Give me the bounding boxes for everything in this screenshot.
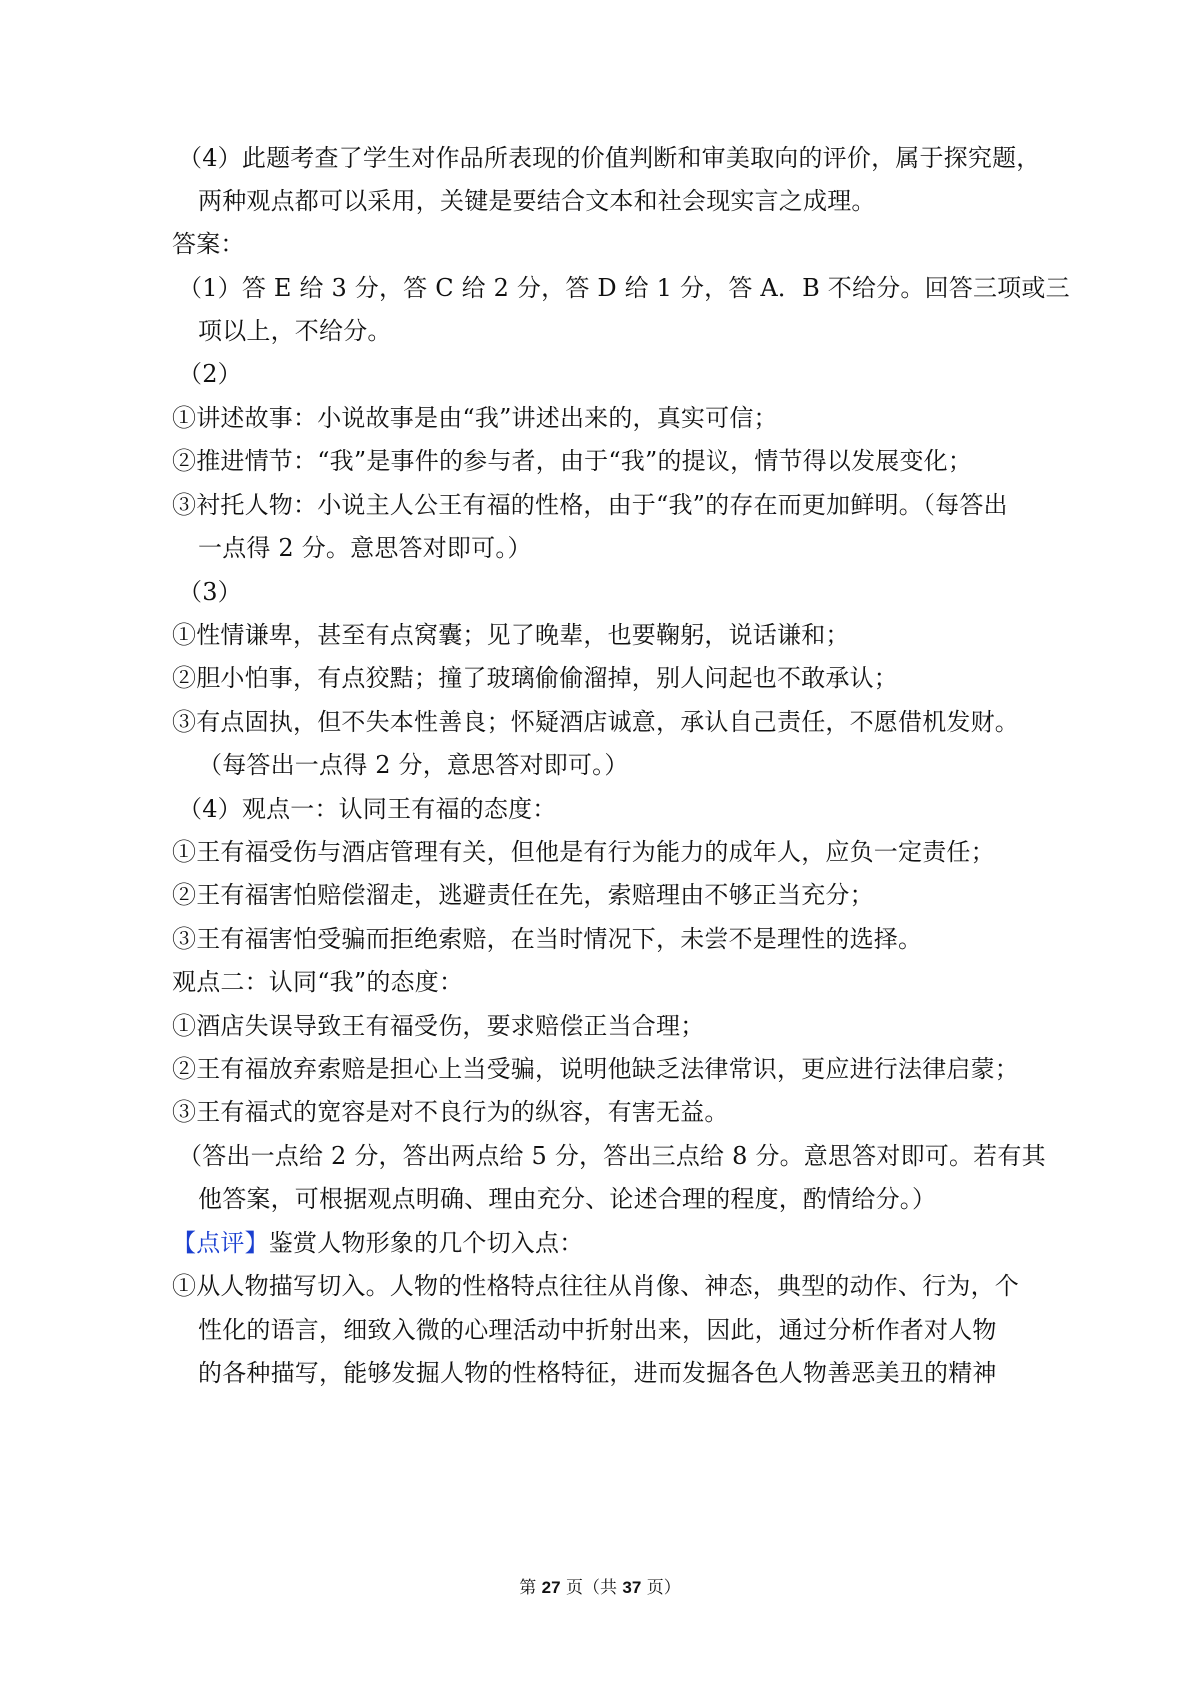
answer-4-note-line-1: （答出一点给 2 分，答出两点给 5 分，答出三点给 8 分。意思答对即可。若有其 (178, 1142, 1046, 1170)
answer-4-view-1-item-3: ③王有福害怕受骗而拒绝索赔，在当时情况下，未尝不是理性的选择。 (172, 925, 923, 953)
current-page-number: 27 (541, 1578, 561, 1597)
answer-4-view-1: （4）观点一：认同王有福的态度： (178, 795, 557, 823)
comment-item-1-line-3: 的各种描写，能够发掘人物的性格特征，进而发掘各色人物善恶美丑的精神 (198, 1359, 997, 1387)
footer-middle: 页（共 (566, 1578, 617, 1598)
footer-suffix: 页） (646, 1578, 681, 1598)
answer-3-heading: （3） (178, 578, 242, 606)
answer-4-view-2-item-2: ②王有福放弃索赔是担心上当受骗，说明他缺乏法律常识，更应进行法律启蒙； (172, 1055, 1019, 1083)
comment-text: 鉴赏人物形象的几个切入点： (268, 1229, 584, 1257)
total-pages-number: 37 (622, 1578, 642, 1597)
comment-paragraph (172, 1228, 583, 1258)
comment-item-1-line-1: ①从人物描写切入。人物的性格特点往往从肖像、神态，典型的动作、行为，个 (172, 1272, 1019, 1300)
q4-analysis-line-2: 两种观点都可以采用，关键是要结合文本和社会现实言之成理。 (198, 187, 876, 215)
q4-analysis-line-1: （4）此题考查了学生对作品所表现的价值判断和审美取向的评价，属于探究题， (178, 144, 1041, 172)
footer-prefix: 第 (519, 1578, 537, 1598)
answer-3-note: （每答出一点得 2 分，意思答对即可。） (198, 751, 629, 779)
answer-2-item-1: ①讲述故事：小说故事是由“我”讲述出来的，真实可信； (172, 404, 778, 432)
answer-4-view-2-item-3: ③王有福式的宽容是对不良行为的纵容，有害无益。 (172, 1098, 729, 1126)
answer-4-view-1-item-2: ②王有福害怕赔偿溜走，逃避责任在先，索赔理由不够正当充分； (172, 881, 874, 909)
answer-1-line-1: （1）答 E 给 3 分，答 C 给 2 分，答 D 给 1 分，答 A．B 不给分。回答三项或三 (178, 274, 1070, 302)
answer-2-item-3-line-1: ③衬托人物：小说主人公王有福的性格，由于“我”的存在而更加鲜明。（每答出 (172, 491, 1008, 519)
answer-heading: 答案： (172, 230, 245, 258)
answer-4-view-2: 观点二：认同“我”的态度： (172, 968, 464, 996)
answer-3-item-2: ②胆小怕事，有点狡黠；撞了玻璃偷偷溜掉，别人问起也不敢承认； (172, 664, 898, 692)
comment-tag: 【点评】 (172, 1229, 269, 1257)
answer-3-item-1: ①性情谦卑，甚至有点窝囊；见了晚辈，也要鞠躬，说话谦和； (172, 621, 850, 649)
answer-1-line-2: 项以上，不给分。 (198, 317, 392, 345)
comment-item-1-line-2: 性化的语言，细致入微的心理活动中折射出来，因此，通过分析作者对人物 (198, 1316, 997, 1344)
page-footer (0, 1577, 1200, 1599)
answer-4-view-2-item-1: ①酒店失误导致王有福受伤，要求赔偿正当合理； (172, 1012, 705, 1040)
answer-4-view-1-item-1: ①王有福受伤与酒店管理有关，但他是有行为能力的成年人，应负一定责任； (172, 838, 995, 866)
answer-2-heading: （2） (178, 360, 242, 388)
answer-2-item-3-line-2: 一点得 2 分。意思答对即可。） (198, 534, 532, 562)
answer-3-item-3: ③有点固执，但不失本性善良；怀疑酒店诚意，承认自己责任，不愿借机发财。 (172, 708, 1019, 736)
answer-4-note-line-2: 他答案，可根据观点明确、理由充分、论述合理的程度，酌情给分。） (198, 1185, 937, 1213)
answer-2-item-2: ②推进情节：“我”是事件的参与者，由于“我”的提议，情节得以发展变化； (172, 447, 973, 475)
